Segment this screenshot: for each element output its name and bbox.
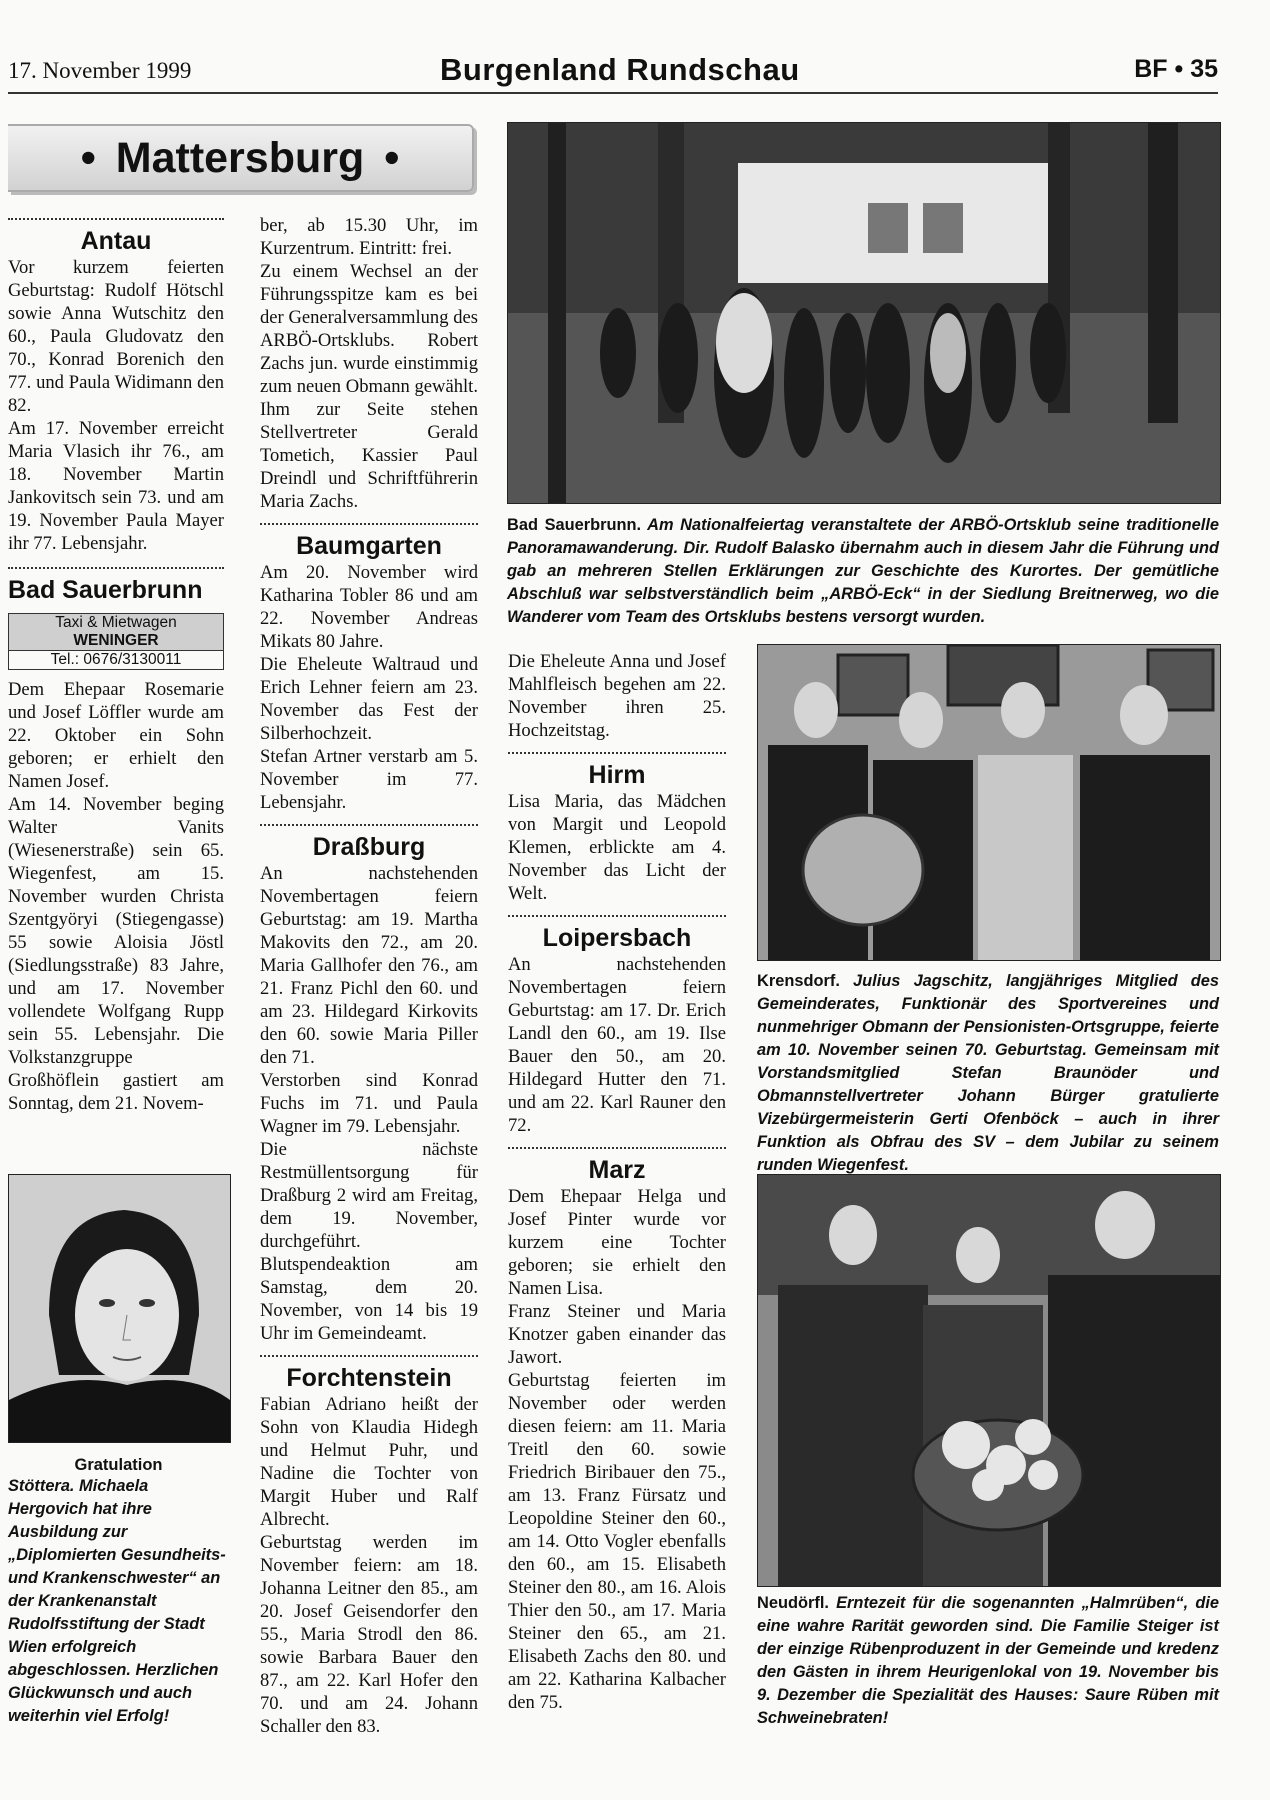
heading-hirm: Hirm — [588, 761, 646, 789]
krensdorf-image — [758, 645, 1220, 960]
divider — [260, 1355, 478, 1357]
krensdorf-caption-text: Julius Jagschitz, langjähriges Mitglied des Gemeinderates, Funktionär des Sportvereines und nunmehriger Obmann der Pensionisten-Ortsgruppe, feierte am 10. November seinen 70. Geburtstag. Gemeinsam mit Vorstandsmitglied Stefan Braunöder und Obmannstellvertreter Johann Bürger gratulierte Vizebürgermeisterin Gerti Ofenböck – auch in ihrer Funktion als Obfrau des SV – dem Jubilar zu seinem runden Wiegenfest. — [757, 972, 1219, 1174]
divider — [508, 752, 726, 754]
heading-marz: Marz — [588, 1156, 646, 1184]
banner-bullet-right: • — [384, 133, 400, 182]
heading-forchtenstein: Forchtenstein — [286, 1364, 452, 1392]
hikers-caption-text: Am Nationalfeiertag veranstaltete der ARBÖ-Ortsklub seine traditionelle Panoramawanderung. Dir. Rudolf Balasko übernahm auch in diesem Jahr die Führung und gab an mehreren Stellen Erklärungen zur Geschichte des Kurortes. Der gemütliche Abschluß war selbstverständlich beim „ARBÖ-Eck“ in der Siedlung Breitnerweg, wo die Wanderer vom Team des Ortsklubs bestens versorgt wurden. — [507, 516, 1219, 626]
sauerbrunn-continued: ber, ab 15.30 Uhr, im Kurzentrum. Eintritt: frei. — [260, 215, 478, 259]
newspaper-title: Burgenland Rundschau — [440, 52, 800, 87]
gratulation-title: Gratulation — [74, 1456, 163, 1474]
taxi-advertisement — [8, 613, 224, 670]
ad-line-1: Taxi & Mietwagen — [9, 614, 223, 632]
heading-antau: Antau — [80, 227, 152, 255]
column-2 — [260, 214, 478, 1738]
marz-para-2: Franz Steiner und Maria Knotzer gaben einander das Jawort. — [508, 1301, 726, 1368]
divider — [8, 218, 224, 220]
page-number: BF • 35 — [1134, 55, 1218, 83]
mahlfleisch-anniversary: Die Eheleute Anna und Josef Mahlfleisch begehen am 22. November ihren 25. Hochzeitstag. — [508, 651, 726, 741]
ad-phone: Tel.: 0676/3130011 — [9, 650, 223, 669]
gratulation-caption — [8, 1456, 229, 1728]
sauerbrunn-para-1: Dem Ehepaar Rosemarie und Josef Löffler wurde am 22. Oktober ein Sohn geboren; er erhielt den Namen Josef. — [8, 679, 224, 792]
baumgarten-para-1: Am 20. November wird Katharina Tobler 86 und am 22. November Andreas Mikats 80 Jahre. — [260, 562, 478, 652]
gratulation-text: Stöttera. Michaela Hergovich hat ihre Ausbildung zur „Diplomierten Gesundheits- und Krankenschwester“ an der Krankenanstalt Rudolfsstiftung der Stadt Wien erfolgreich abgeschlossen. Herzlichen Glückwunsch und auch weiterhin viel Erfolg! — [8, 1477, 226, 1725]
marz-para-1: Dem Ehepaar Helga und Josef Pinter wurde vor kurzem eine Tochter geboren; sie erhielt den Namen Lisa. — [508, 1186, 726, 1299]
hikers-caption — [507, 514, 1219, 629]
sauerbrunn-arboe: Zu einem Wechsel an der Führungsspitze kam es bei der Generalversammlung des ARBÖ-Ortsklubs. Robert Zachs jun. wurde einstimmig zum neuen Obmann gewählt. Ihm zur Seite stehen Stellvertreter Gerald Tometich, Kassier Paul Dreindl und Schriftführerin Maria Zachs. — [260, 261, 478, 512]
hikers-image — [508, 123, 1220, 503]
neudoerfl-caption — [757, 1592, 1219, 1730]
banner-bullet-left: • — [80, 133, 96, 182]
krensdorf-photo — [757, 644, 1221, 961]
heading-loipersbach: Loipersbach — [542, 924, 692, 952]
header-rule — [8, 92, 1218, 94]
sauerbrunn-para-2: Am 14. November beging Walter Vanits (Wiesenerstraße) sein 65. Wiegenfest, am 15. November wurden Christa Szentgyöryi (Stiegengasse) 55 sowie Aloisia Jöstl (Siedlungsstraße) 83 Jahre, und am 17. November vollendete Wolfgang Rupp sein 55. Lebensjahr. Die Volkstanzgruppe Großhöflein gastiert am Sonntag, dem 21. Novem- — [8, 794, 224, 1114]
portrait-photo — [8, 1174, 231, 1443]
divider — [8, 567, 224, 569]
column-1 — [8, 214, 224, 1115]
drassburg-para-2: Verstorben sind Konrad Fuchs im 71. und Paula Wagner im 79. Lebensjahr. — [260, 1070, 478, 1137]
forchtenstein-para-1: Fabian Adriano heißt der Sohn von Klaudia Hidegh und Helmut Puhr, und Nadine die Tochter von Margit Huber und Ralf Albrecht. — [260, 1394, 478, 1530]
divider — [260, 523, 478, 525]
neudoerfl-caption-text: Erntezeit für die sogenannten „Halmrüben“, die eine wahre Rarität geworden sind. Die Familie Steiger ist der einzige Rübenproduzent in der Gemeinde und kredenz den Gästen in ihrem Heurigenlokal von 19. November bis 9. Dezember die Spezialität des Hauses: Saure Rüben mit Schweinebraten! — [757, 1594, 1219, 1727]
issue-date: 17. November 1999 — [8, 58, 192, 83]
hirm-para-1: Lisa Maria, das Mädchen von Margit und Leopold Klemen, erblickte am 4. November das Licht der Welt. — [508, 791, 726, 904]
divider — [508, 915, 726, 917]
hikers-caption-place: Bad Sauerbrunn. — [507, 516, 642, 534]
drassburg-para-4: Blutspendeaktion am Samstag, dem 20. November, von 14 bis 19 Uhr im Gemeindeamt. — [260, 1254, 478, 1344]
banner-title: Mattersburg — [115, 133, 365, 182]
loipersbach-para-1: An nachstehenden Novembertagen feiern Geburtstag: am 17. Dr. Erich Landl den 60., am 19. Ilse Bauer den 50., am 20. Hildegard Hutter den 71. und am 22. Karl Rauner den 72. — [508, 954, 726, 1136]
heading-drassburg: Draßburg — [312, 833, 426, 861]
column-3 — [508, 650, 726, 1714]
baumgarten-para-3: Stefan Artner verstarb am 5. November im 77. Lebensjahr. — [260, 746, 478, 813]
portrait-image — [9, 1175, 230, 1442]
krensdorf-caption — [757, 970, 1219, 1177]
baumgarten-para-2: Die Eheleute Waltraud und Erich Lehner feiern am 23. November das Fest der Silberhochzeit. — [260, 654, 478, 744]
drassburg-para-3: Die nächste Restmüllentsorgung für Draßburg 2 wird am Freitag, dem 19. November, durchgeführt. — [260, 1139, 478, 1252]
heading-baumgarten: Baumgarten — [296, 532, 442, 560]
divider — [260, 824, 478, 826]
krensdorf-caption-place: Krensdorf. — [757, 972, 840, 990]
antau-para-1: Vor kurzem feierten Geburtstag: Rudolf Hötschl sowie Anna Wutschitz den 60., Paula Gludovatz den 70., Konrad Borenich den 77. und Paula Widimann den 82. — [8, 257, 224, 416]
antau-para-2: Am 17. November erreicht Maria Vlasich ihr 76., am 18. November Martin Jankovitsch sein 73. und am 19. November Paula Mayer ihr 77. Lebensjahr. — [8, 418, 224, 554]
forchtenstein-para-2: Geburtstag werden im November feiern: am 18. Johanna Leitner den 85., am 20. Josef Geisendorfer den 55., Maria Strodl den 86. sowie Barbara Bauer den 87., am 22. Karl Hofer den 70. und am 24. Johann Schaller den 83. — [260, 1532, 478, 1737]
neudoerfl-caption-place: Neudörfl. — [757, 1594, 829, 1612]
section-banner — [8, 124, 474, 192]
heading-bad-sauerbrunn: Bad Sauerbrunn — [8, 576, 203, 604]
neudoerfl-image — [758, 1175, 1220, 1586]
ad-line-2: WENINGER — [9, 632, 223, 650]
divider — [508, 1147, 726, 1149]
neudoerfl-photo — [757, 1174, 1221, 1587]
hikers-photo — [507, 122, 1221, 504]
marz-para-3: Geburtstag feierten im November oder werden diesen feiern: am 11. Maria Treitl den 60. sowie Friedrich Biribauer den 75., am 13. Franz Fürsatz und Leopoldine Steiner den 60., am 14. Otto Vogler ebenfalls den 60., am 15. Elisabeth Steiner den 80., am 16. Alois Thier den 50., am 17. Maria Steiner den 65., am 21. Elisabeth Zachs den 80. und am 22. Katharina Kalbacher den 75. — [508, 1370, 726, 1713]
drassburg-para-1: An nachstehenden Novembertagen feiern Geburtstag: am 19. Martha Makovits den 72., am 20. Maria Gallhofer den 76., am 21. Franz Pichl den 60. und am 23. Hildegard Kirkovits den 60. sowie Maria Piller den 71. — [260, 863, 478, 1068]
